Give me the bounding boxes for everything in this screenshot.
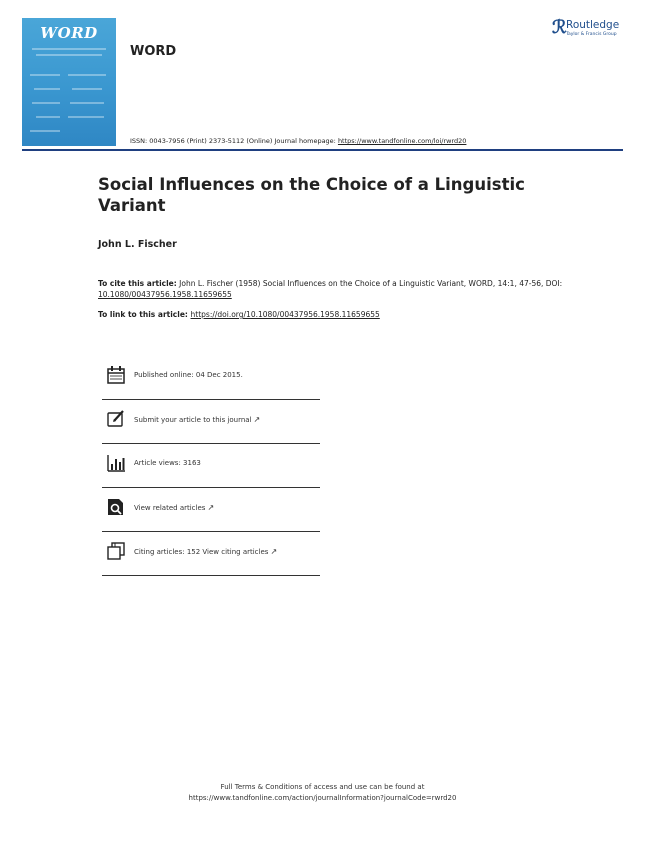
- journal-homepage-link[interactable]: https://www.tandfonline.com/loi/rwrd20: [337, 137, 467, 145]
- journal-cover-image: [22, 18, 116, 146]
- issn-text: ISSN: 0043-7956 (Print) 2373-5112 (Online) Journal homepage:: [130, 137, 338, 145]
- issn-line: [130, 137, 466, 145]
- cover-title: WORD: [40, 24, 98, 42]
- article-title: Social Influences on the Choice of a Linguistic Variant: [98, 175, 525, 215]
- terms-url[interactable]: https://www.tandfonline.com/action/journalInformation?journalCode=rwrd20: [188, 794, 457, 802]
- citing-articles-item[interactable]: [102, 532, 320, 576]
- related-articles-item[interactable]: [102, 488, 320, 532]
- doi-link[interactable]: 10.1080/00437956.1958.11659655: [98, 290, 232, 299]
- published-online-text: Published online: 04 Dec 2015.: [134, 371, 243, 379]
- calendar-icon: [106, 365, 126, 385]
- terms-footer: [0, 782, 645, 804]
- article-info-list: [102, 356, 320, 576]
- link-label: To link to this article:: [98, 310, 191, 319]
- related-articles-link[interactable]: View related articles ↗: [134, 503, 215, 512]
- external-link-icon: ↗: [207, 503, 215, 512]
- published-online-item: [102, 356, 320, 400]
- citing-articles-link[interactable]: Citing articles: 152 View citing articles ↗: [134, 547, 278, 556]
- article-views-text: Article views: 3163: [134, 459, 201, 467]
- cite-text: John L. Fischer (1958) Social Influences on the Choice of a Linguistic Variant, WORD, 14:1, 47-56, DOI:: [176, 279, 563, 288]
- article-views-item: [102, 444, 320, 488]
- journal-name: WORD: [130, 44, 177, 59]
- routledge-r-icon: ℛ: [552, 17, 567, 38]
- article-url-link[interactable]: https://doi.org/10.1080/00437956.1958.11659655: [190, 310, 380, 319]
- citation-block: [98, 278, 568, 300]
- external-link-icon: ↗: [253, 415, 261, 424]
- header-divider: [22, 149, 623, 151]
- terms-line-1: Full Terms & Conditions of access and use can be found at: [220, 783, 425, 791]
- citing-articles-icon: [106, 541, 126, 561]
- publisher-subtitle: Taylor & Francis Group: [566, 32, 617, 37]
- bar-chart-icon: [106, 453, 126, 473]
- submit-article-link[interactable]: Submit your article to this journal ↗: [134, 415, 261, 424]
- publisher-logo[interactable]: [552, 18, 632, 42]
- publisher-name: Routledge: [566, 19, 620, 31]
- related-search-icon: [106, 497, 126, 517]
- article-author: John L. Fischer: [98, 239, 177, 250]
- edit-icon: [106, 409, 126, 429]
- submit-article-item[interactable]: [102, 400, 320, 444]
- cite-label: To cite this article:: [98, 279, 177, 288]
- external-link-icon: ↗: [270, 547, 278, 556]
- link-block: [98, 310, 380, 319]
